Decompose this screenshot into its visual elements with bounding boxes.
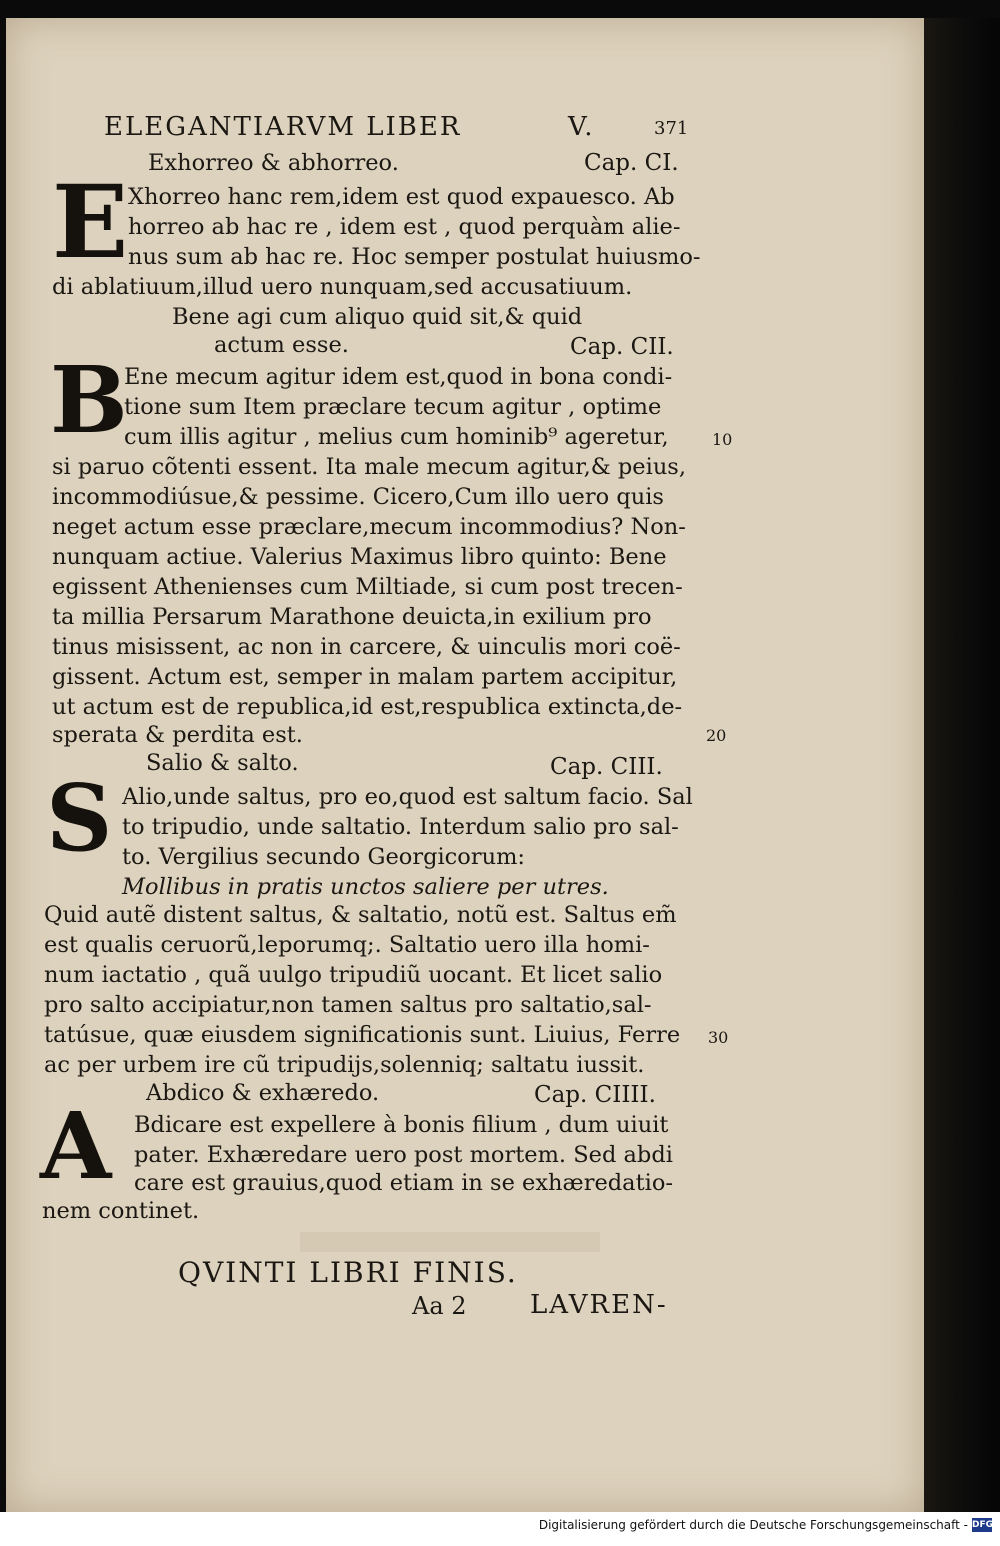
text-line: Bdicare est expellere à bonis filium , dum uiuit — [134, 1112, 669, 1138]
text-line: di ablatiuum,illud uero nunquam,sed accusatiuum. — [52, 274, 633, 300]
chapter-heading: Exhorreo & abhorreo. — [148, 150, 399, 176]
chapter-heading: Abdico & exhæredo. — [146, 1080, 380, 1106]
chapter-number: Cap. CI. — [584, 150, 679, 176]
folio-number: 371 — [654, 118, 689, 139]
text-line: to. Vergilius secundo Georgicorum: — [122, 844, 525, 870]
text-line: est qualis ceruorũ,leporumq;. Saltatio uero illa homi- — [44, 932, 650, 958]
line-number-marker: 30 — [708, 1028, 729, 1047]
text-line: tinus misissent, ac non in carcere, & uinculis mori coë- — [52, 634, 681, 660]
text-line: incommodiúsue,& pessime. Cicero,Cum illo uero quis — [52, 484, 664, 510]
text-line: si paruo cõtenti essent. Ita male mecum agitur,& peius, — [52, 454, 687, 480]
text-line: cum illis agitur , melius cum hominib⁹ ageretur, — [124, 424, 669, 450]
text-line: neget actum esse præclare,mecum incommodius? Non- — [52, 514, 686, 540]
chapter-heading-continued: actum esse. — [214, 332, 349, 358]
signature-mark: Aa 2 — [412, 1292, 467, 1320]
text-line: tione sum Item præclare tecum agitur , optime — [124, 394, 662, 420]
text-line: pro salto accipiatur,non tamen saltus pro saltatio,sal- — [44, 992, 652, 1018]
decorated-initial: A — [40, 1092, 112, 1200]
verse-quotation: Mollibus in pratis unctos saliere per utres. — [122, 874, 609, 900]
text-line: sperata & perdita est. — [52, 722, 303, 748]
text-line: Ene mecum agitur idem est,quod in bona condi- — [124, 364, 673, 390]
chapter-number: Cap. CIIII. — [534, 1082, 656, 1108]
chapter-number: Cap. CII. — [570, 334, 674, 360]
chapter-number: Cap. CIII. — [550, 754, 663, 780]
chapter-heading: Salio & salto. — [146, 750, 299, 776]
text-line: horreo ab hac re , idem est , quod perquàm alie- — [128, 214, 681, 240]
book-number: V. — [568, 112, 595, 142]
catchword: LAVREN- — [530, 1290, 668, 1320]
text-line: Xhorreo hanc rem,idem est quod expauesco. Ab — [128, 184, 675, 210]
text-line: ut actum est de republica,id est,respublica extincta,de- — [52, 694, 683, 720]
decorated-initial: B — [50, 346, 128, 454]
decorated-initial: S — [46, 764, 113, 872]
dfg-logo: DFG — [972, 1520, 994, 1530]
text-line: egissent Athenienses cum Miltiade, si cum post trecen- — [52, 574, 683, 600]
book-spine-shadow — [924, 18, 1000, 1512]
running-title: ELEGANTIARVM LIBER V. — [104, 112, 595, 142]
text-line: gissent. Actum est, semper in malam partem accipitur, — [52, 664, 678, 690]
text-line: pater. Exhæredare uero post mortem. Sed abdi — [134, 1142, 673, 1168]
line-number-marker: 20 — [706, 726, 727, 745]
text-line: nus sum ab hac re. Hoc semper postulat huiusmo- — [128, 244, 701, 270]
footer-credit: Digitalisierung gefördert durch die Deutsche Forschungsgemeinschaft - — [538, 1518, 968, 1532]
chapter-heading: Bene agi cum aliquo quid sit,& quid — [172, 304, 583, 330]
text-line: ac per urbem ire cũ tripudijs,solenniq; saltatu iussit. — [44, 1052, 645, 1078]
text-line: tatúsue, quæ eiusdem significationis sunt. Liuius, Ferre — [44, 1022, 681, 1048]
text-line: to tripudio, unde saltatio. Interdum salio pro sal- — [122, 814, 679, 840]
text-line: ta millia Persarum Marathone deuicta,in exilium pro — [52, 604, 652, 630]
line-number-marker: 10 — [712, 430, 733, 449]
show-through-smudge — [300, 1232, 600, 1252]
text-line: nunquam actiue. Valerius Maximus libro quinto: Bene — [52, 544, 667, 570]
text-line: nem continet. — [42, 1198, 200, 1224]
text-line: Quid autẽ distent saltus, & saltatio, notũ est. Saltus em̃ — [44, 902, 677, 928]
text-line: Alio,unde saltus, pro eo,quod est saltum facio. Sal — [122, 784, 693, 810]
text-line: num iactatio , quã uulgo tripudiũ uocant. Et licet salio — [44, 962, 663, 988]
book-end-title: QVINTI LIBRI FINIS. — [178, 1256, 518, 1289]
decorated-initial: E — [52, 163, 129, 281]
text-line: care est grauius,quod etiam in se exhæredatio- — [134, 1170, 673, 1196]
